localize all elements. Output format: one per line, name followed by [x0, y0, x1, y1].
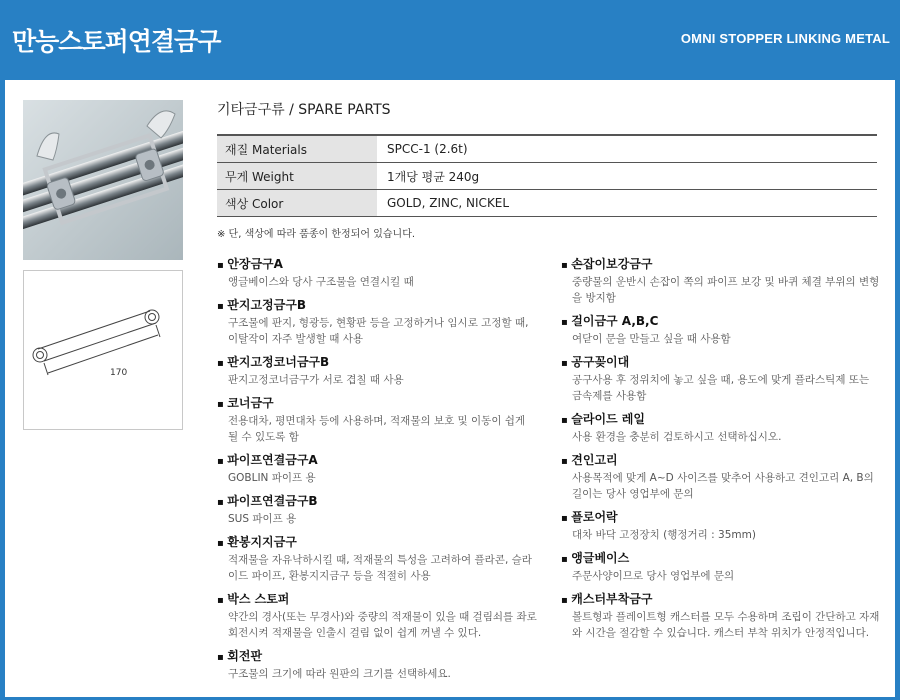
item-desc: GOBLIN 파이프 용 [228, 472, 316, 484]
item-desc: 사용목적에 맞게 A~D 사이즈를 맞추어 사용하고 견인고리 A, B의 길이는 당사 영업부에 문의 [572, 472, 874, 500]
item-name: ▪ 코너금구 [217, 395, 537, 413]
item-desc: SUS 파이프 용 [228, 513, 297, 525]
item-desc: 구조물의 크기에 따라 원판의 크기를 선택하세요. [228, 668, 451, 680]
item-name: ▪ 앵글베이스 [561, 550, 881, 568]
spec-label: 무게 Weight [217, 163, 377, 189]
spec-row-color [217, 190, 877, 217]
item-name: ▪ 걸이금구 A,B,C [561, 313, 881, 331]
color-note: ※ 단, 색상에 따라 품종이 한정되어 있습니다. [217, 229, 416, 240]
parts-list-right [561, 256, 881, 648]
item-desc: 사용 환경을 충분히 검토하시고 선택하십시오. [572, 431, 782, 443]
parts-list-left [217, 256, 537, 689]
item-name: ▪ 손잡이보강금구 [561, 256, 881, 274]
spec-row-weight [217, 163, 877, 190]
item-desc: 볼트형과 플레이트형 캐스터를 모두 수용하며 조립이 간단하고 자재와 시간을 절감할 수 있습니다. 캐스터 부착 위치가 안정적입니다. [572, 611, 880, 639]
spec-value: 1개당 평균 240g [387, 169, 480, 184]
item-name: ▪ 환봉지지금구 [217, 534, 537, 552]
spec-label: 재질 Materials [217, 136, 377, 162]
header-bar [0, 0, 900, 80]
spec-value: SPCC-1 (2.6t) [387, 142, 468, 156]
list-item [561, 509, 881, 543]
list-item [561, 354, 881, 404]
spec-table [217, 134, 877, 217]
item-name: ▪ 판지고정금구B [217, 297, 537, 315]
page-title: 만능스토퍼연결금구 [12, 27, 221, 56]
list-item [217, 493, 537, 527]
item-name: ▪ 슬라이드 레일 [561, 411, 881, 429]
list-item [217, 591, 537, 641]
item-name: ▪ 플로어락 [561, 509, 881, 527]
list-item [217, 256, 537, 290]
spec-row-materials [217, 136, 877, 163]
item-desc: 대차 바닥 고정장치 (행정거리 : 35mm) [572, 529, 756, 541]
item-desc: 앵글베이스와 당사 구조물을 연결시킬 때 [228, 276, 414, 288]
list-item [561, 452, 881, 502]
section-title: 기타금구류 / SPARE PARTS [217, 102, 391, 118]
item-desc: 판지고정코너금구가 서로 겹칠 때 사용 [228, 374, 404, 386]
item-name: ▪ 안장금구A [217, 256, 537, 274]
item-name: ▪ 캐스터부착금구 [561, 591, 881, 609]
item-name: ▪ 파이프연결금구A [217, 452, 537, 470]
list-item [217, 395, 537, 445]
item-desc: 적재물을 자유낙하시킬 때, 적재물의 특성을 고려하여 플라콘, 슬라이드 파이프, 환봉지지금구 등을 적절히 사용 [228, 554, 532, 582]
list-item [217, 297, 537, 347]
item-desc: 약간의 경사(또는 무경사)와 중량의 적재물이 있을 때 걸림쇠를 좌로 회전시켜 적재물을 인출시 걸림 없이 쉽게 꺼낼 수 있다. [228, 611, 537, 639]
list-item [561, 591, 881, 641]
item-name: ▪ 회전판 [217, 648, 537, 666]
item-desc: 주문사양이므로 당사 영업부에 문의 [572, 570, 735, 582]
content-panel [5, 80, 895, 697]
list-item [217, 354, 537, 388]
list-item [217, 648, 537, 682]
spec-value: GOLD, ZINC, NICKEL [387, 196, 510, 210]
item-name: ▪ 판지고정코너금구B [217, 354, 537, 372]
list-item [561, 411, 881, 445]
item-desc: 전용대차, 평면대차 등에 사용하며, 적재물의 보호 및 이동이 쉽게 될 수 있도록 함 [228, 415, 526, 443]
item-name: ▪ 파이프연결금구B [217, 493, 537, 511]
spec-label: 색상 Color [217, 190, 377, 216]
page-title-english: OMNI STOPPER LINKING METAL [680, 31, 890, 46]
list-item [217, 534, 537, 584]
item-name: ▪ 견인고리 [561, 452, 881, 470]
technical-drawing [23, 270, 183, 430]
item-desc: 공구사용 후 정위치에 놓고 싶을 때, 용도에 맞게 플라스틱제 또는 금속제를 사용함 [572, 374, 870, 402]
item-desc: 중량물의 운반시 손잡이 쪽의 파이프 보강 및 바퀴 체결 부위의 변형을 방지함 [572, 276, 880, 304]
item-name: ▪ 공구꽂이대 [561, 354, 881, 372]
item-name: ▪ 박스 스토퍼 [217, 591, 537, 609]
item-desc: 여닫이 문을 만들고 싶을 때 사용함 [572, 333, 731, 345]
product-photo [23, 100, 183, 260]
list-item [561, 550, 881, 584]
list-item [561, 313, 881, 347]
list-item [217, 452, 537, 486]
dimension-label: 170 [110, 368, 128, 378]
item-desc: 구조물에 판지, 형광등, 현황판 등을 고정하거나 임시로 고정할 때, 이탈작이 자주 발생할 때 사용 [228, 317, 529, 345]
list-item [561, 256, 881, 306]
